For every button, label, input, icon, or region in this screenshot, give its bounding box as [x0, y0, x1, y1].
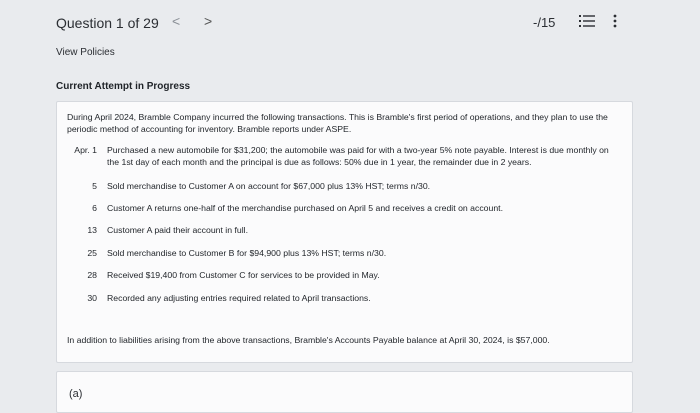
question-counter: Question 1 of 29 — [56, 15, 159, 31]
part-a-section — [56, 371, 633, 413]
transaction-text: Recorded any adjusting entries required related to April transactions. — [107, 293, 371, 303]
transaction-text: Sold merchandise to Customer B for $94,900 plus 13% HST; terms n/30. — [107, 248, 387, 258]
view-policies-link[interactable]: View Policies — [56, 47, 115, 58]
transaction-text: Purchased a new automobile for $31,200; the automobile was paid for with a two-year 5% note payable. Interest is due monthly on the 1st day of each month and the principal is due as follows: 50% due in 1 year, the remainder due in 2 years. — [107, 145, 609, 167]
transaction-date: 6 — [92, 203, 97, 213]
problem-closing-note: In addition to liabilities arising from the above transactions, Bramble's Accounts Payable balance at April 30, 2024, is $57,000. — [67, 335, 550, 345]
problem-intro: During April 2024, Bramble Company incurred the following transactions. This is Bramble's first period of operations, and they plan to use the periodic method of accounting for inventory. Bramble reports under ASPE. — [67, 112, 608, 134]
transaction-date: 28 — [87, 270, 97, 280]
transaction-date: 25 — [87, 248, 97, 258]
transaction-date: 5 — [92, 181, 97, 191]
problem-card — [56, 101, 633, 363]
transaction-date: 30 — [87, 293, 97, 303]
previous-question-button[interactable]: < — [172, 13, 181, 29]
transaction-text: Sold merchandise to Customer A on account for $67,000 plus 13% HST; terms n/30. — [107, 181, 431, 191]
kebab-menu-icon[interactable] — [610, 14, 620, 28]
transaction-text: Received $19,400 from Customer C for services to be provided in May. — [107, 270, 380, 280]
transaction-text: Customer A paid their account in full. — [107, 225, 249, 235]
list-icon[interactable] — [579, 14, 595, 28]
transaction-date: 13 — [87, 225, 97, 235]
part-a-label: (a) — [69, 388, 83, 400]
attempt-status: Current Attempt in Progress — [56, 81, 191, 92]
next-question-button[interactable]: > — [204, 13, 213, 29]
question-header — [0, 0, 700, 44]
score-display: -/15 — [533, 15, 556, 30]
transaction-date: Apr. 1 — [74, 145, 97, 155]
transaction-text: Customer A returns one-half of the merchandise purchased on April 5 and receives a credit on account. — [107, 203, 503, 213]
